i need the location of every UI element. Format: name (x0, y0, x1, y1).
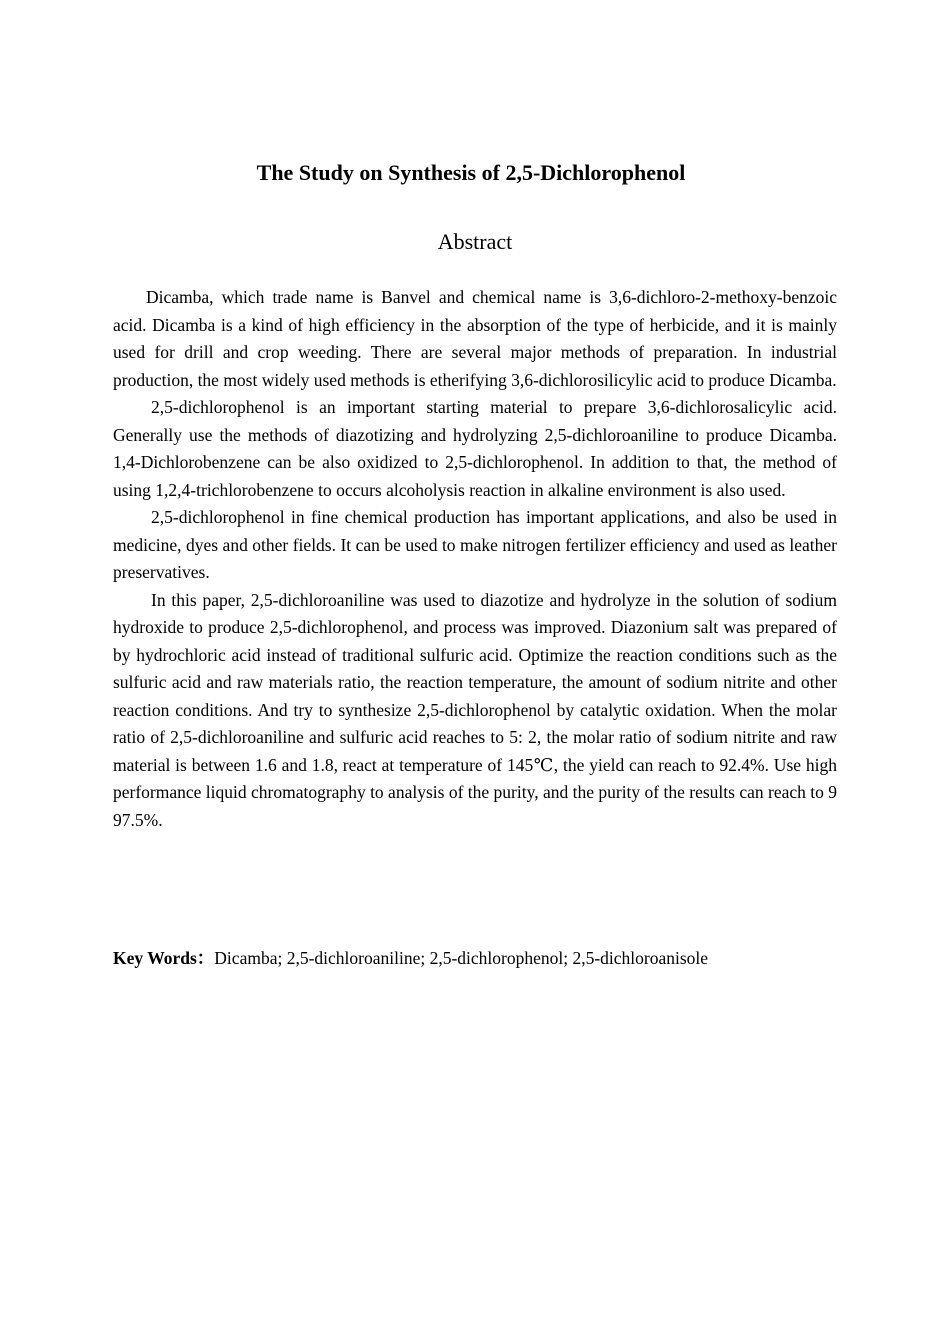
keywords-label: Key Words： (113, 948, 215, 968)
abstract-body (113, 284, 837, 834)
paper-title: The Study on Synthesis of 2,5-Dichlorophenol (256, 160, 686, 185)
keywords-value: Dicamba; 2,5-dichloroaniline; 2,5-dichlorophenol; 2,5-dichloroanisole (214, 948, 709, 968)
abstract-paragraph-2: 2,5-dichlorophenol is an important starting material to prepare 3,6-dichlorosalicylic acid. Generally use the methods of diazotizing and hydrolyzing 2,5-dichloroaniline to produce Dicamba. 1,4-Dichlorobenzene can be also oxidized to 2,5-dichlorophenol. In addition to that, the method of using 1,2,4-trichlorobenzene to occurs alcoholysis reaction in alkaline environment is also used. (113, 397, 837, 500)
abstract-paragraph-1: Dicamba, which trade name is Banvel and chemical name is 3,6-dichloro-2-methoxy-benzoic acid. Dicamba is a kind of high efficiency in the absorption of the type of herbicide, and it is mainly used for drill and crop weeding. There are several major methods of preparation. In industrial production, the most widely used methods is etherifying 3,6-dichlorosilicylic acid to produce Dicamba. (113, 287, 837, 390)
keywords-line (113, 945, 837, 973)
abstract-paragraph-3: 2,5-dichlorophenol in fine chemical production has important applications, and also be used in medicine, dyes and other fields. It can be used to make nitrogen fertilizer efficiency and used as leather preservatives. (113, 507, 837, 582)
abstract-paragraph-4: In this paper, 2,5-dichloroaniline was used to diazotize and hydrolyze in the solution of sodium hydroxide to produce 2,5-dichlorophenol, and process was improved. Diazonium salt was prepared of by hydrochloric acid instead of traditional sulfuric acid. Optimize the reaction conditions such as the sulfuric acid and raw materials ratio, the reaction temperature, the amount of sodium nitrite and other reaction conditions. And try to synthesize 2,5-dichlorophenol by catalytic oxidation. When the molar ratio of 2,5-dichloroaniline and sulfuric acid reaches to 5: 2, the molar ratio of sodium nitrite and raw material is between 1.6 and 1.8, react at temperature of 145℃, the yield can reach to 92.4%. Use high performance liquid chromatography to analysis of the purity, and the purity of the results can reach to 9 97.5%. (113, 589, 837, 830)
abstract-heading: Abstract (437, 229, 513, 254)
